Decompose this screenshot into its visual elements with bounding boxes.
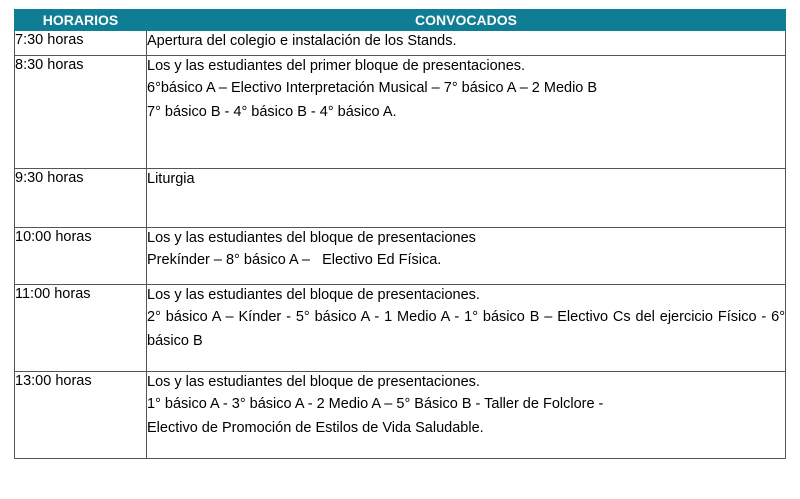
- convocados-line: Los y las estudiantes del primer bloque de presentaciones.: [147, 58, 526, 74]
- convocados-line: Los y las estudiantes del bloque de presentaciones.: [147, 287, 480, 303]
- convocados-line: Los y las estudiantes del bloque de presentaciones: [147, 230, 476, 246]
- time-cell: 13:00 horas: [15, 372, 147, 459]
- time-cell: 7:30 horas: [15, 31, 147, 56]
- table-row: [15, 31, 786, 56]
- table-row: [15, 169, 786, 228]
- time-cell: 9:30 horas: [15, 169, 147, 228]
- table-row: [15, 372, 786, 459]
- convocados-cell: [147, 372, 786, 459]
- header-horarios: HORARIOS: [15, 10, 147, 31]
- convocados-cell: [147, 169, 786, 228]
- convocados-line: 2° básico A – Kínder - 5° básico A - 1 Medio A - 1° básico B – Electivo Cs del ejercicio Físico - 6° básico B: [147, 309, 785, 349]
- convocados-cell: [147, 228, 786, 285]
- table-row: [15, 228, 786, 285]
- convocados-cell: [147, 31, 786, 56]
- convocados-line: 1° básico A - 3° básico A - 2 Medio A – 5° Básico B - Taller de Folclore -: [147, 396, 604, 412]
- header-convocados: CONVOCADOS: [147, 10, 786, 31]
- time-cell: 8:30 horas: [15, 56, 147, 169]
- schedule-table: [14, 9, 786, 459]
- convocados-line: Electivo de Promoción de Estilos de Vida Saludable.: [147, 420, 484, 436]
- convocados-line: Liturgia: [147, 171, 195, 187]
- convocados-cell: [147, 56, 786, 169]
- convocados-line: 6°básico A – Electivo Interpretación Musical – 7° básico A – 2 Medio B: [147, 80, 598, 96]
- convocados-line: Apertura del colegio e instalación de los Stands.: [147, 33, 457, 49]
- time-cell: 11:00 horas: [15, 285, 147, 372]
- table-row: [15, 285, 786, 372]
- time-cell: 10:00 horas: [15, 228, 147, 285]
- convocados-line: Los y las estudiantes del bloque de presentaciones.: [147, 374, 480, 390]
- table-row: [15, 56, 786, 169]
- convocados-line: 7° básico B - 4° básico B - 4° básico A.: [147, 104, 397, 120]
- convocados-cell: [147, 285, 786, 372]
- table-header-row: [15, 10, 786, 31]
- convocados-line: Prekínder – 8° básico A – Electivo Ed Física.: [147, 252, 442, 268]
